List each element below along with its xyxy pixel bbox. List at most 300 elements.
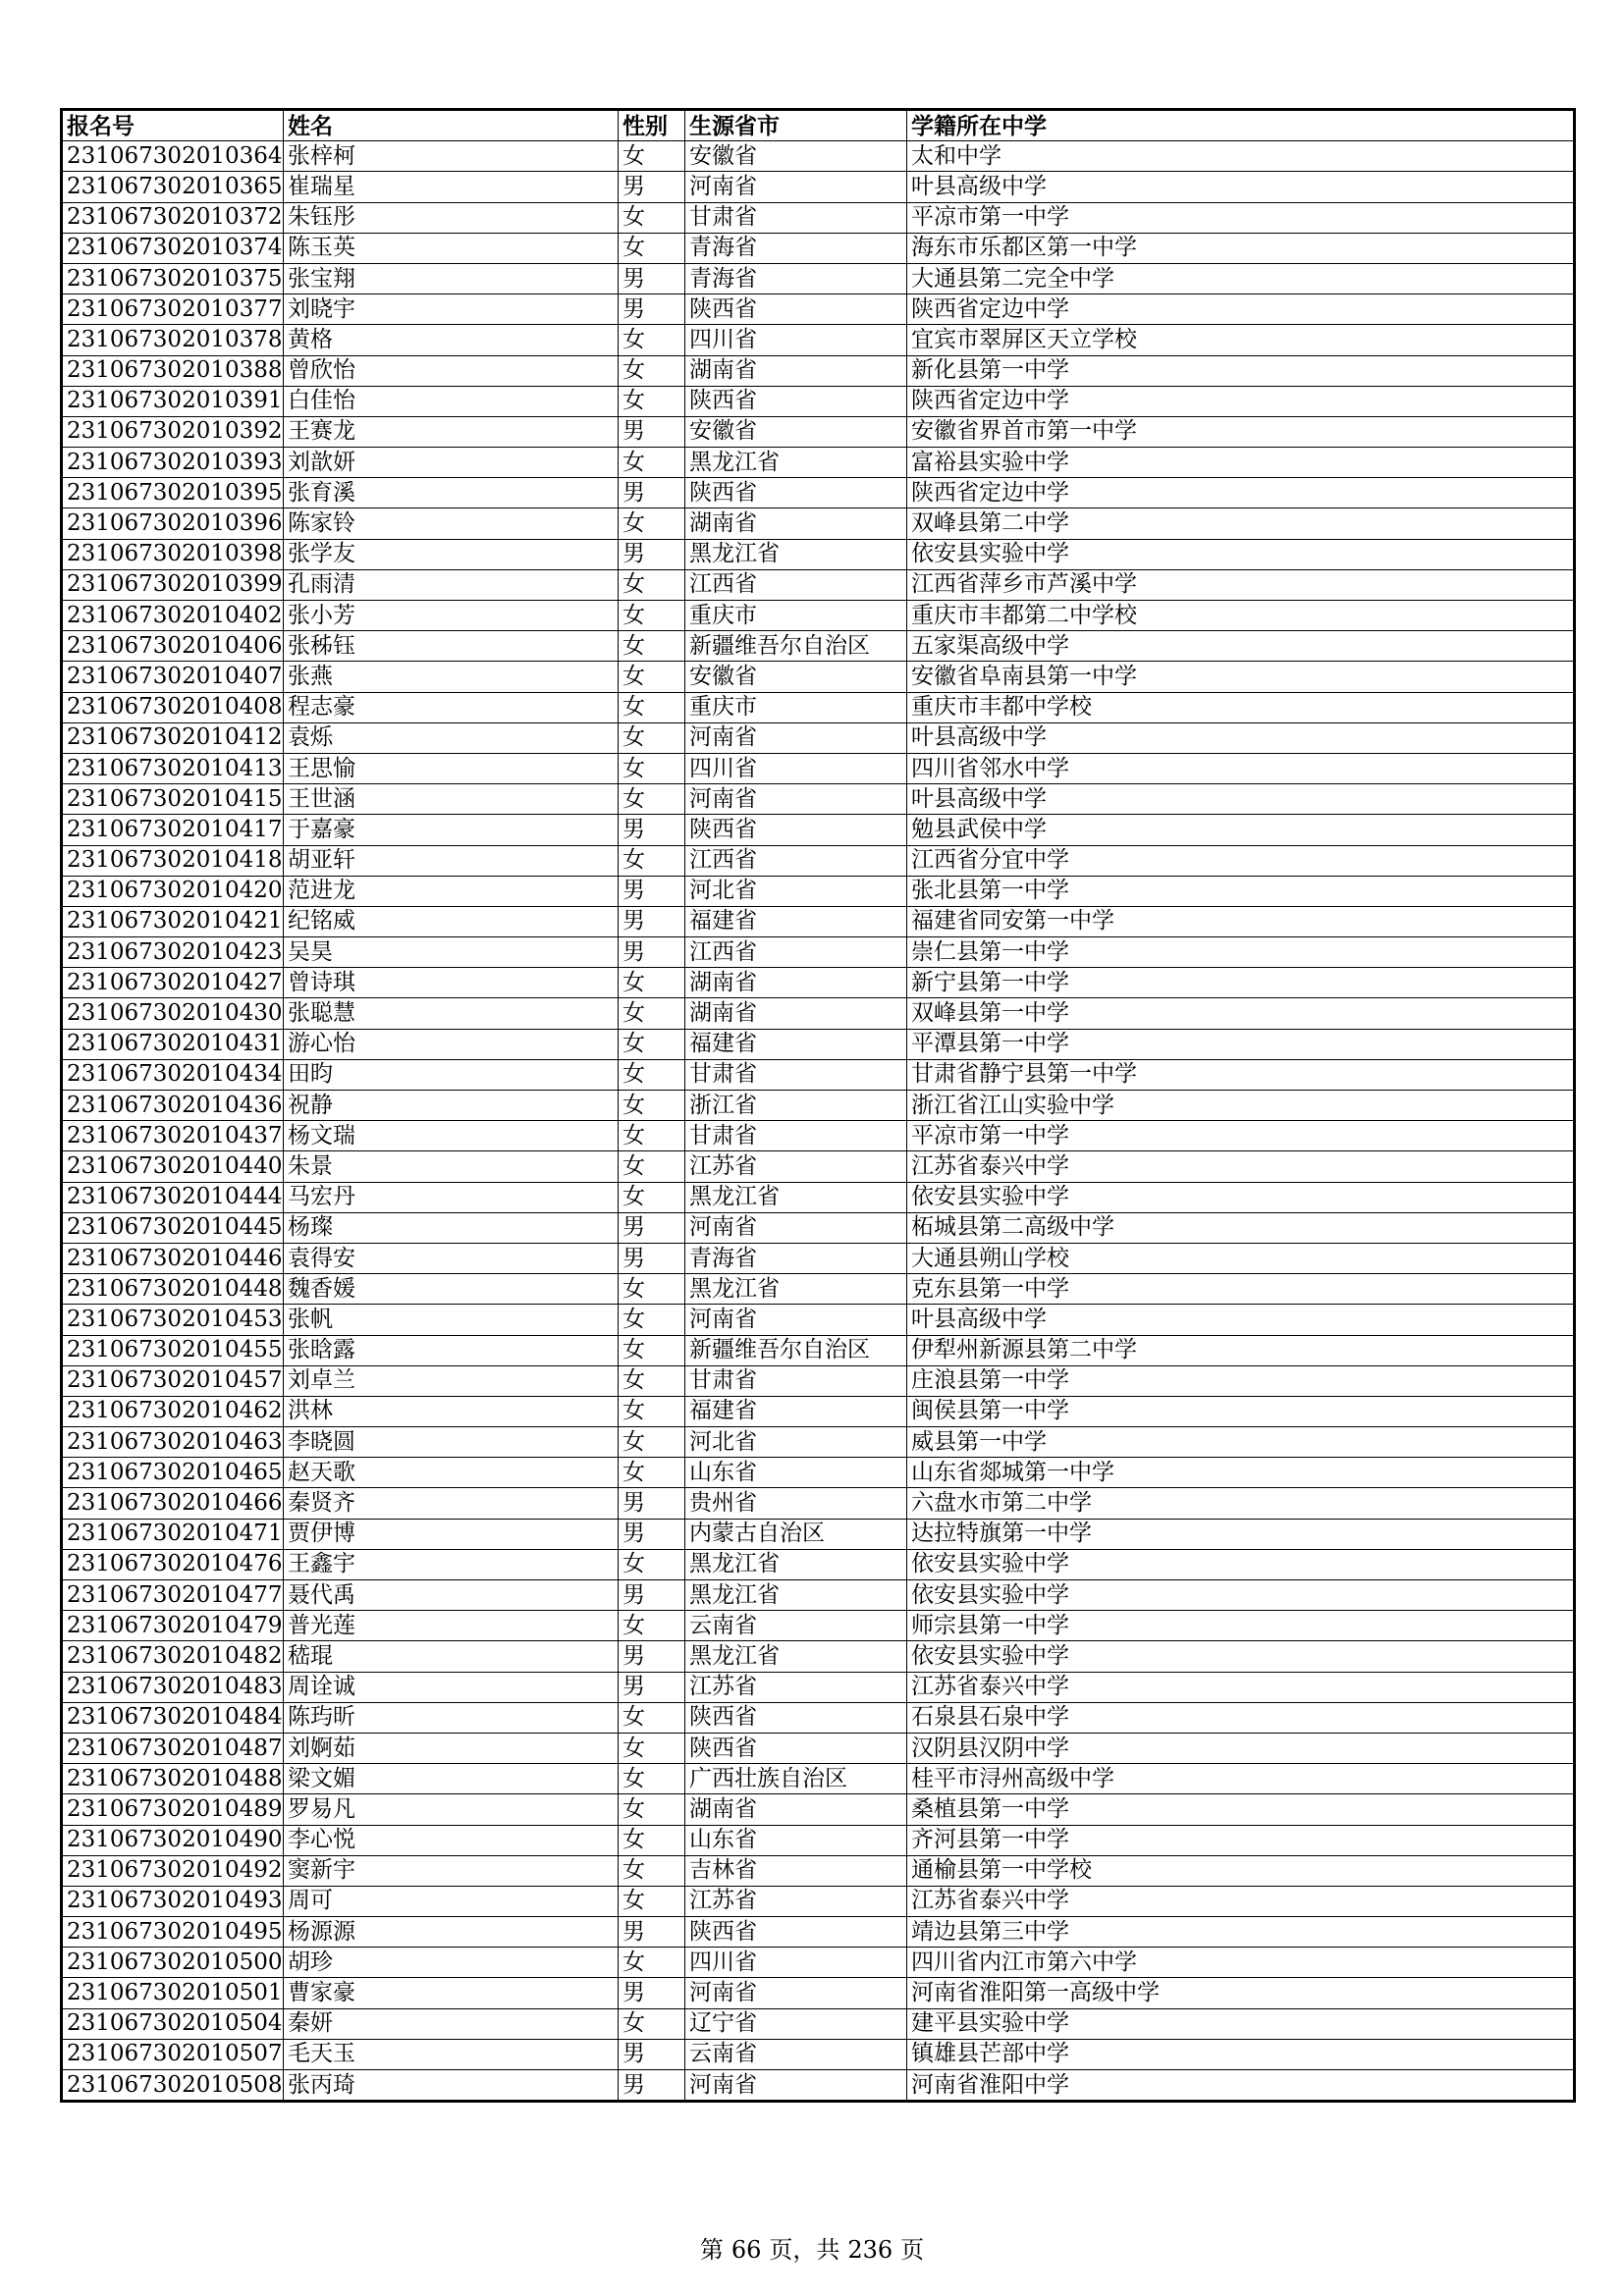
name-cell: 杨文瑞 [284, 1121, 619, 1151]
province-cell: 陕西省 [685, 1733, 907, 1763]
school-cell: 依安县实验中学 [907, 1182, 1575, 1212]
table-header-row [62, 110, 1575, 141]
registration-number-cell: 231067302010482 [62, 1641, 284, 1672]
name-cell: 王赛龙 [284, 416, 619, 447]
table-row [62, 1059, 1575, 1090]
name-cell: 朱钰彤 [284, 202, 619, 233]
table-row [62, 1488, 1575, 1519]
registration-number-cell: 231067302010364 [62, 141, 284, 172]
school-cell: 叶县高级中学 [907, 172, 1575, 202]
province-cell: 河北省 [685, 876, 907, 906]
province-cell: 湖南省 [685, 508, 907, 539]
registration-number-cell: 231067302010377 [62, 294, 284, 325]
name-cell: 魏香媛 [284, 1274, 619, 1305]
province-cell: 陕西省 [685, 478, 907, 508]
footer-page-number: 66 [731, 2236, 762, 2264]
registration-number-cell: 231067302010378 [62, 325, 284, 355]
school-cell: 江苏省泰兴中学 [907, 1151, 1575, 1182]
gender-cell: 男 [619, 2039, 685, 2069]
school-cell: 四川省内江市第六中学 [907, 1948, 1575, 1978]
province-cell: 江西省 [685, 937, 907, 968]
school-cell: 宜宾市翠屏区天立学校 [907, 325, 1575, 355]
page-footer [0, 2230, 1624, 2265]
gender-cell: 女 [619, 1886, 685, 1916]
school-cell: 江苏省泰兴中学 [907, 1886, 1575, 1916]
registration-number-cell: 231067302010396 [62, 508, 284, 539]
province-cell: 福建省 [685, 1029, 907, 1059]
registration-number-cell: 231067302010445 [62, 1212, 284, 1243]
school-cell: 叶县高级中学 [907, 1305, 1575, 1335]
table-row [62, 1335, 1575, 1365]
registration-number-cell: 231067302010434 [62, 1059, 284, 1090]
gender-cell: 女 [619, 1396, 685, 1426]
province-cell: 河南省 [685, 1978, 907, 2008]
name-cell: 秦贤齐 [284, 1488, 619, 1519]
school-cell: 河南省淮阳中学 [907, 2070, 1575, 2102]
gender-cell: 女 [619, 1549, 685, 1579]
school-cell: 靖边县第三中学 [907, 1917, 1575, 1948]
registration-number-cell: 231067302010448 [62, 1274, 284, 1305]
school-cell: 重庆市丰都第二中学校 [907, 601, 1575, 631]
table-row [62, 1365, 1575, 1396]
gender-cell: 女 [619, 662, 685, 692]
table-row [62, 815, 1575, 845]
name-cell: 于嘉豪 [284, 815, 619, 845]
table-row [62, 1764, 1575, 1794]
gender-cell: 女 [619, 1764, 685, 1794]
gender-cell: 女 [619, 325, 685, 355]
admission-list-table-container [60, 108, 1573, 2103]
table-row [62, 386, 1575, 416]
gender-cell: 女 [619, 753, 685, 783]
name-cell: 张学友 [284, 539, 619, 569]
registration-number-cell: 231067302010365 [62, 172, 284, 202]
school-cell: 师宗县第一中学 [907, 1611, 1575, 1641]
table-row [62, 508, 1575, 539]
registration-number-cell: 231067302010446 [62, 1243, 284, 1273]
province-cell: 浙江省 [685, 1091, 907, 1121]
registration-number-cell: 231067302010444 [62, 1182, 284, 1212]
school-cell: 四川省邻水中学 [907, 753, 1575, 783]
name-cell: 程志豪 [284, 692, 619, 722]
name-cell: 张宝翔 [284, 263, 619, 294]
province-cell: 安徽省 [685, 416, 907, 447]
school-cell: 太和中学 [907, 141, 1575, 172]
name-cell: 刘歆妍 [284, 448, 619, 478]
province-cell: 云南省 [685, 2039, 907, 2069]
registration-number-cell: 231067302010406 [62, 631, 284, 662]
table-row [62, 1978, 1575, 2008]
gender-cell: 男 [619, 1488, 685, 1519]
school-cell: 克东县第一中学 [907, 1274, 1575, 1305]
registration-number-cell: 231067302010504 [62, 2008, 284, 2039]
registration-number-cell: 231067302010462 [62, 1396, 284, 1426]
school-cell: 齐河县第一中学 [907, 1825, 1575, 1855]
gender-cell: 女 [619, 1335, 685, 1365]
school-cell: 海东市乐都区第一中学 [907, 233, 1575, 263]
registration-number-cell: 231067302010412 [62, 722, 284, 753]
province-cell: 新疆维吾尔自治区 [685, 631, 907, 662]
province-cell: 重庆市 [685, 692, 907, 722]
province-cell: 甘肃省 [685, 1121, 907, 1151]
gender-cell: 女 [619, 386, 685, 416]
province-cell: 河南省 [685, 1212, 907, 1243]
table-row [62, 1458, 1575, 1488]
province-cell: 江苏省 [685, 1151, 907, 1182]
name-cell: 马宏丹 [284, 1182, 619, 1212]
registration-number-cell: 231067302010483 [62, 1672, 284, 1702]
table-row [62, 172, 1575, 202]
gender-cell: 女 [619, 1151, 685, 1182]
province-cell: 山东省 [685, 1458, 907, 1488]
name-cell: 曹家豪 [284, 1978, 619, 2008]
table-row [62, 1917, 1575, 1948]
table-row [62, 1702, 1575, 1733]
province-cell: 江苏省 [685, 1886, 907, 1916]
gender-cell: 女 [619, 1182, 685, 1212]
province-cell: 山东省 [685, 1825, 907, 1855]
name-cell: 刘晓宇 [284, 294, 619, 325]
province-cell: 江西省 [685, 569, 907, 600]
school-cell: 勉县武侯中学 [907, 815, 1575, 845]
school-cell: 浙江省江山实验中学 [907, 1091, 1575, 1121]
gender-cell: 男 [619, 263, 685, 294]
school-cell: 桂平市浔州高级中学 [907, 1764, 1575, 1794]
school-cell: 平凉市第一中学 [907, 202, 1575, 233]
registration-number-cell: 231067302010436 [62, 1091, 284, 1121]
school-cell: 陕西省定边中学 [907, 478, 1575, 508]
name-cell: 纪铭威 [284, 906, 619, 936]
school-cell: 六盘水市第二中学 [907, 1488, 1575, 1519]
table-row [62, 1427, 1575, 1458]
header-name: 姓名 [284, 110, 619, 141]
name-cell: 刘卓兰 [284, 1365, 619, 1396]
school-cell: 依安县实验中学 [907, 1580, 1575, 1611]
gender-cell: 女 [619, 1365, 685, 1396]
registration-number-cell: 231067302010420 [62, 876, 284, 906]
gender-cell: 女 [619, 569, 685, 600]
registration-number-cell: 231067302010430 [62, 998, 284, 1029]
registration-number-cell: 231067302010507 [62, 2039, 284, 2069]
table-row [62, 263, 1575, 294]
gender-cell: 女 [619, 2008, 685, 2039]
table-row [62, 448, 1575, 478]
school-cell: 新化县第一中学 [907, 355, 1575, 386]
gender-cell: 女 [619, 784, 685, 815]
registration-number-cell: 231067302010417 [62, 815, 284, 845]
table-row [62, 1305, 1575, 1335]
school-cell: 江西省分宜中学 [907, 845, 1575, 876]
registration-number-cell: 231067302010463 [62, 1427, 284, 1458]
name-cell: 陈家铃 [284, 508, 619, 539]
name-cell: 洪林 [284, 1396, 619, 1426]
table-row [62, 1825, 1575, 1855]
name-cell: 王世涵 [284, 784, 619, 815]
school-cell: 叶县高级中学 [907, 722, 1575, 753]
table-row [62, 692, 1575, 722]
school-cell: 依安县实验中学 [907, 1549, 1575, 1579]
gender-cell: 男 [619, 937, 685, 968]
gender-cell: 男 [619, 539, 685, 569]
gender-cell: 女 [619, 355, 685, 386]
name-cell: 嵇琨 [284, 1641, 619, 1672]
name-cell: 张丙琦 [284, 2070, 619, 2102]
name-cell: 白佳怡 [284, 386, 619, 416]
name-cell: 周诠诚 [284, 1672, 619, 1702]
table-row [62, 601, 1575, 631]
name-cell: 崔瑞星 [284, 172, 619, 202]
province-cell: 河南省 [685, 172, 907, 202]
gender-cell: 女 [619, 448, 685, 478]
table-row [62, 294, 1575, 325]
header-gender: 性别 [619, 110, 685, 141]
province-cell: 安徽省 [685, 662, 907, 692]
school-cell: 达拉特旗第一中学 [907, 1519, 1575, 1549]
registration-number-cell: 231067302010495 [62, 1917, 284, 1948]
header-registration-number: 报名号 [62, 110, 284, 141]
name-cell: 张秭钰 [284, 631, 619, 662]
gender-cell: 女 [619, 1305, 685, 1335]
registration-number-cell: 231067302010477 [62, 1580, 284, 1611]
name-cell: 王思愉 [284, 753, 619, 783]
gender-cell: 男 [619, 478, 685, 508]
province-cell: 黑龙江省 [685, 448, 907, 478]
province-cell: 湖南省 [685, 355, 907, 386]
gender-cell: 男 [619, 1519, 685, 1549]
province-cell: 甘肃省 [685, 202, 907, 233]
gender-cell: 女 [619, 1091, 685, 1121]
table-row [62, 1733, 1575, 1763]
table-row [62, 1794, 1575, 1825]
school-cell: 通榆县第一中学校 [907, 1855, 1575, 1886]
school-cell: 福建省同安第一中学 [907, 906, 1575, 936]
gender-cell: 女 [619, 1855, 685, 1886]
province-cell: 河北省 [685, 1427, 907, 1458]
province-cell: 云南省 [685, 1611, 907, 1641]
province-cell: 吉林省 [685, 1855, 907, 1886]
name-cell: 田昀 [284, 1059, 619, 1090]
school-cell: 依安县实验中学 [907, 1641, 1575, 1672]
table-row [62, 569, 1575, 600]
registration-number-cell: 231067302010500 [62, 1948, 284, 1978]
name-cell: 窦新宇 [284, 1855, 619, 1886]
name-cell: 张小芳 [284, 601, 619, 631]
gender-cell: 女 [619, 631, 685, 662]
school-cell: 陕西省定边中学 [907, 294, 1575, 325]
table-row [62, 937, 1575, 968]
gender-cell: 男 [619, 1212, 685, 1243]
school-cell: 大通县朔山学校 [907, 1243, 1575, 1273]
school-cell: 平凉市第一中学 [907, 1121, 1575, 1151]
school-cell: 平潭县第一中学 [907, 1029, 1575, 1059]
school-cell: 庄浪县第一中学 [907, 1365, 1575, 1396]
name-cell: 贾伊博 [284, 1519, 619, 1549]
school-cell: 镇雄县芒部中学 [907, 2039, 1575, 2069]
gender-cell: 女 [619, 1458, 685, 1488]
name-cell: 张育溪 [284, 478, 619, 508]
table-row [62, 2008, 1575, 2039]
header-school: 学籍所在中学 [907, 110, 1575, 141]
gender-cell: 女 [619, 845, 685, 876]
province-cell: 福建省 [685, 906, 907, 936]
table-row [62, 722, 1575, 753]
school-cell: 甘肃省静宁县第一中学 [907, 1059, 1575, 1090]
name-cell: 毛天玉 [284, 2039, 619, 2069]
table-row [62, 1121, 1575, 1151]
name-cell: 袁得安 [284, 1243, 619, 1273]
province-cell: 河南省 [685, 722, 907, 753]
province-cell: 陕西省 [685, 1702, 907, 1733]
school-cell: 五家渠高级中学 [907, 631, 1575, 662]
school-cell: 建平县实验中学 [907, 2008, 1575, 2039]
name-cell: 刘婀茹 [284, 1733, 619, 1763]
province-cell: 甘肃省 [685, 1059, 907, 1090]
province-cell: 新疆维吾尔自治区 [685, 1335, 907, 1365]
province-cell: 湖南省 [685, 998, 907, 1029]
name-cell: 范进龙 [284, 876, 619, 906]
registration-number-cell: 231067302010413 [62, 753, 284, 783]
table-row [62, 1948, 1575, 1978]
gender-cell: 男 [619, 1978, 685, 2008]
gender-cell: 女 [619, 968, 685, 998]
province-cell: 陕西省 [685, 386, 907, 416]
table-row [62, 1672, 1575, 1702]
registration-number-cell: 231067302010453 [62, 1305, 284, 1335]
province-cell: 内蒙古自治区 [685, 1519, 907, 1549]
gender-cell: 女 [619, 1121, 685, 1151]
gender-cell: 女 [619, 1274, 685, 1305]
registration-number-cell: 231067302010492 [62, 1855, 284, 1886]
gender-cell: 男 [619, 1243, 685, 1273]
gender-cell: 女 [619, 1427, 685, 1458]
name-cell: 吴昊 [284, 937, 619, 968]
table-row [62, 2039, 1575, 2069]
gender-cell: 女 [619, 692, 685, 722]
registration-number-cell: 231067302010392 [62, 416, 284, 447]
school-cell: 双峰县第一中学 [907, 998, 1575, 1029]
table-row [62, 753, 1575, 783]
province-cell: 甘肃省 [685, 1365, 907, 1396]
school-cell: 陕西省定边中学 [907, 386, 1575, 416]
school-cell: 江西省萍乡市芦溪中学 [907, 569, 1575, 600]
province-cell: 河南省 [685, 1305, 907, 1335]
name-cell: 张燕 [284, 662, 619, 692]
school-cell: 山东省郯城第一中学 [907, 1458, 1575, 1488]
table-row [62, 1029, 1575, 1059]
registration-number-cell: 231067302010437 [62, 1121, 284, 1151]
table-row [62, 539, 1575, 569]
province-cell: 贵州省 [685, 1488, 907, 1519]
gender-cell: 女 [619, 202, 685, 233]
registration-number-cell: 231067302010440 [62, 1151, 284, 1182]
province-cell: 湖南省 [685, 1794, 907, 1825]
table-row [62, 1549, 1575, 1579]
table-row [62, 416, 1575, 447]
province-cell: 四川省 [685, 1948, 907, 1978]
name-cell: 陈玉英 [284, 233, 619, 263]
registration-number-cell: 231067302010408 [62, 692, 284, 722]
province-cell: 青海省 [685, 263, 907, 294]
table-row [62, 1855, 1575, 1886]
registration-number-cell: 231067302010508 [62, 2070, 284, 2102]
school-cell: 河南省淮阳第一高级中学 [907, 1978, 1575, 2008]
table-row [62, 1212, 1575, 1243]
table-row [62, 478, 1575, 508]
table-row [62, 876, 1575, 906]
table-row [62, 1091, 1575, 1121]
table-row [62, 1641, 1575, 1672]
name-cell: 罗易凡 [284, 1794, 619, 1825]
footer-total-pages: 236 [847, 2236, 893, 2264]
table-row [62, 233, 1575, 263]
gender-cell: 女 [619, 998, 685, 1029]
table-row [62, 1396, 1575, 1426]
province-cell: 黑龙江省 [685, 539, 907, 569]
table-row [62, 202, 1575, 233]
registration-number-cell: 231067302010407 [62, 662, 284, 692]
province-cell: 青海省 [685, 1243, 907, 1273]
header-province: 生源省市 [685, 110, 907, 141]
registration-number-cell: 231067302010455 [62, 1335, 284, 1365]
table-row [62, 662, 1575, 692]
name-cell: 袁烁 [284, 722, 619, 753]
registration-number-cell: 231067302010399 [62, 569, 284, 600]
name-cell: 游心怡 [284, 1029, 619, 1059]
registration-number-cell: 231067302010415 [62, 784, 284, 815]
name-cell: 孔雨清 [284, 569, 619, 600]
registration-number-cell: 231067302010488 [62, 1764, 284, 1794]
school-cell: 安徽省阜南县第一中学 [907, 662, 1575, 692]
gender-cell: 女 [619, 1702, 685, 1733]
table-row [62, 1243, 1575, 1273]
table-row [62, 784, 1575, 815]
registration-number-cell: 231067302010421 [62, 906, 284, 936]
registration-number-cell: 231067302010375 [62, 263, 284, 294]
gender-cell: 女 [619, 233, 685, 263]
table-row [62, 631, 1575, 662]
province-cell: 江西省 [685, 845, 907, 876]
name-cell: 秦妍 [284, 2008, 619, 2039]
footer-suffix: 页 [900, 2236, 925, 2264]
province-cell: 重庆市 [685, 601, 907, 631]
school-cell: 桑植县第一中学 [907, 1794, 1575, 1825]
table-row [62, 355, 1575, 386]
registration-number-cell: 231067302010427 [62, 968, 284, 998]
registration-number-cell: 231067302010490 [62, 1825, 284, 1855]
gender-cell: 女 [619, 1733, 685, 1763]
name-cell: 杨璨 [284, 1212, 619, 1243]
name-cell: 陈玙昕 [284, 1702, 619, 1733]
registration-number-cell: 231067302010501 [62, 1978, 284, 2008]
school-cell: 闽侯县第一中学 [907, 1396, 1575, 1426]
name-cell: 周可 [284, 1886, 619, 1916]
province-cell: 河南省 [685, 2070, 907, 2102]
school-cell: 柘城县第二高级中学 [907, 1212, 1575, 1243]
table-row [62, 1182, 1575, 1212]
province-cell: 陕西省 [685, 815, 907, 845]
school-cell: 威县第一中学 [907, 1427, 1575, 1458]
name-cell: 赵天歌 [284, 1458, 619, 1488]
province-cell: 陕西省 [685, 1917, 907, 1948]
registration-number-cell: 231067302010489 [62, 1794, 284, 1825]
gender-cell: 男 [619, 906, 685, 936]
school-cell: 叶县高级中学 [907, 784, 1575, 815]
table-row [62, 1886, 1575, 1916]
province-cell: 安徽省 [685, 141, 907, 172]
name-cell: 黄格 [284, 325, 619, 355]
table-row [62, 1519, 1575, 1549]
school-cell: 汉阴县汉阴中学 [907, 1733, 1575, 1763]
